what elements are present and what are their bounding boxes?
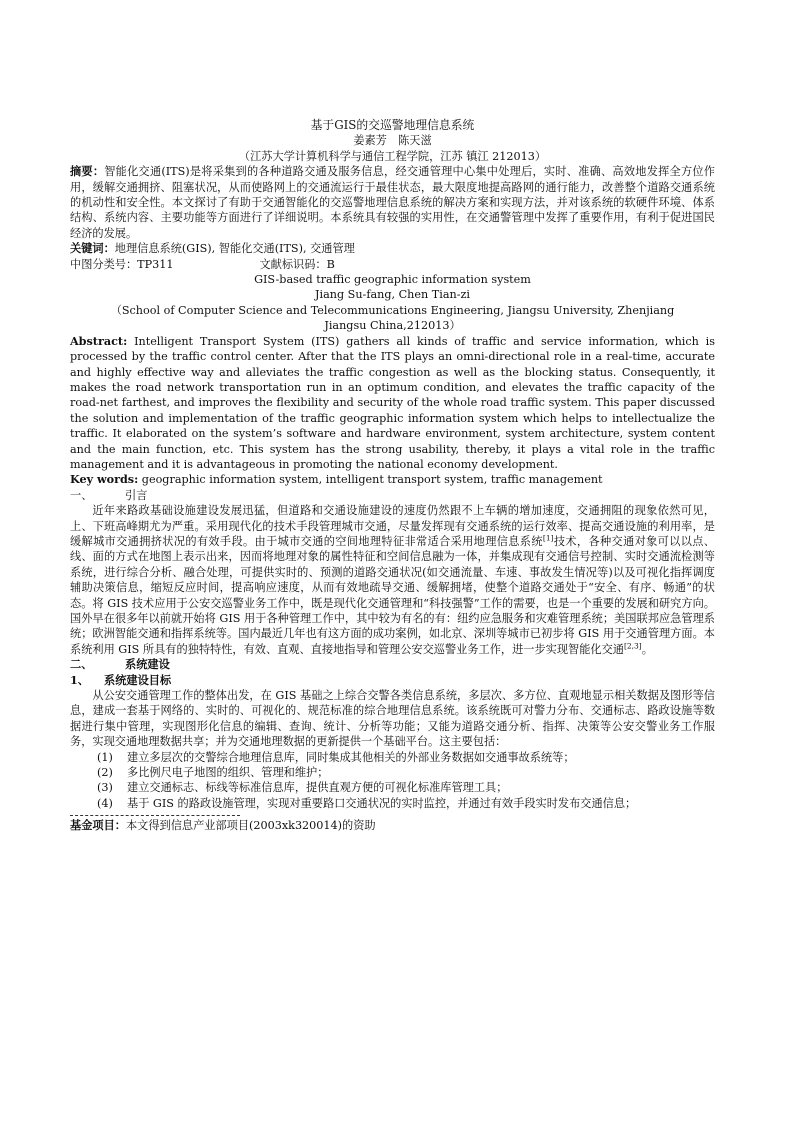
list-item (97, 780, 715, 795)
footnote-divider (70, 815, 240, 816)
section-heading-intro (70, 488, 715, 503)
keywords-en-text: geographic information system, intelligent transport system, traffic management (138, 473, 603, 487)
footnote-text: 本文得到信息产业部项目(2003xk320014)的资助 (125, 819, 376, 833)
footnote (70, 818, 715, 833)
intro-text-a: 近年来路政基础设施建设发展迅猛，但道路和交通设施建设的速度仍然跟不上车辆的增加速度，交通拥阻的现象依然可见，上、下班高峰期尤为严重。采用现代化的技术手段管理城市交通，尽量发挥现有交通系统的运行效率、提高交通设施的利用率，是缓解城市交通拥挤状况的有效手段。由于城市交通的空间地理特征非常适合采用地理信息系统 (70, 504, 715, 548)
list-item (97, 765, 715, 780)
section-heading-construction (70, 657, 715, 672)
section-number: 二、 (70, 657, 93, 672)
footnote-label: 基金项目： (70, 818, 126, 833)
keywords-en-label: Key words: (70, 472, 139, 487)
list-item-text: 建立交通标志、标线等标准信息库，提供直观方便的可视化标准库管理工具； (127, 781, 508, 795)
section-number: 一、 (70, 488, 93, 502)
subsection-number: 1、 (70, 672, 89, 687)
list-item (97, 796, 715, 811)
classification-row (70, 257, 715, 272)
abstract-cn-text: 智能化交通(ITS)是将采集到的各种道路交通及服务信息，经交通管理中心集中处理后，实时、准确、高效地发挥全方位作用，缓解交通拥挤、阻塞状况，从而使路网上的交通流运行于最佳状态，最大限度地提高路网的通行能力，改善整个道路交通系统的机动性和安全性。本文探讨了有助于交通智能化的交巡警地理信息系统的解决方案和实现方法，并对该系统的软硬件环境、体系结构、系统内容、主要功能等方面进行了详细说明。本系统具有较强的实用性，在交通警管理中发挥了重要作用，有利于促进国民经济的发展。 (70, 165, 715, 240)
list-item (97, 750, 715, 765)
list-item-number: (3) (97, 781, 113, 795)
subsection-heading-goals (70, 673, 715, 688)
abstract-en-text: Intelligent Transport System (ITS) gathers all kinds of traffic and service information, which is processed by the traffic control center. After that the ITS plays an omni-directional role in a real-time, accurate and highly effective way and alleviates the traffic congestion as well as the blocking status. Consequently, it makes the road network transportation run in an optimum condition, and elevates the traffic capacity of the road-net farthest, and improves the flexibility and security of the whole road traffic system. This paper discussed the solution and implementation of the traffic geographic information system which helps to intellectualize the traffic. It elaborated on the system’s software and hardware environment, system architecture, system content and the main function, etc. This system has the strong usability, thereby, it plays a vital role in the traffic management and it is advantageous in promoting the national economy development. (70, 334, 715, 471)
clc-number: 中图分类号：TP311 (70, 257, 174, 271)
list-item-text: 基于 GIS 的路政设施管理，实现对重要路口交通状况的实时监控，并通过有效手段实时发布交通信息； (127, 796, 637, 810)
authors-en: Jiang Su-fang, Chen Tian-zi (315, 288, 470, 302)
abstract-cn (70, 164, 715, 241)
list-item-number: (1) (97, 750, 113, 764)
paper-page (70, 118, 715, 834)
section-title: 系统建设 (125, 657, 170, 672)
list-item-number: (4) (97, 796, 113, 810)
intro-text-c: 。 (641, 642, 653, 656)
intro-paragraph (70, 503, 715, 657)
list-item-number: (2) (97, 766, 113, 780)
goals-list (70, 750, 715, 812)
paper-title-en: GIS-based traffic geographic information system (254, 273, 531, 287)
citation-ref: [1] (542, 533, 554, 543)
abstract-en (70, 334, 715, 473)
keywords-cn-label: 关键词： (70, 241, 115, 256)
subsection-title: 系统建设目标 (104, 672, 172, 687)
keywords-cn-text: 地理信息系统(GIS), 智能化交通(ITS), 交通管理 (114, 242, 355, 256)
list-item-text: 多比例尺电子地图的组织、管理和维护； (127, 766, 329, 780)
document-code: 文献标识码：B (259, 257, 335, 271)
paper-title-cn: 基于GIS的交巡警地理信息系统 (310, 118, 475, 132)
keywords-en (70, 472, 715, 487)
abstract-en-label: Abstract: (70, 333, 128, 348)
citation-ref: [2,3] (623, 641, 642, 651)
list-item-text: 建立多层次的交警综合地理信息库，同时集成其他相关的外部业务数据如交通事故系统等； (127, 750, 575, 764)
intro-text-b: 技术，各种交通对象可以以点、线、面的方式在地图上表示出来，因而将地理对象的属性特征和空间信息融为一体，并集成现有交通信号控制、实时交通流检测等系统，进行综合分析、融合处理，可提供实时的、预测的道路交通状况(如交通流量、车速、事故发生情况等)以及可视化指挥调度辅助决策信息，缩短反应时间，提高响应速度，从而有效地疏导交通、缓解拥堵，使整个道路交通处于“安全、有序、畅通”的状态。将 GIS 技术应用于公安交巡警业务工作中，既是现代化交通管理和“科技强警”工作的需要，也是一个重要的发展和研究方向。国外早在很多年以前就开始将 GIS 用于各种管理工作中，其中较为有名的有：纽约应急服务和灾难管理系统；美国联邦应急管理系统；欧洲智能交通和指挥系统等。国内最近几年也有这方面的成功案例，如北京、深圳等城市已初步将 GIS 用于交通管理方面。本系统利用 GIS 所具有的独特特性，有效、直观、直接地指导和管理公安交巡警业务工作，进一步实现智能化交通 (70, 534, 715, 656)
abstract-cn-label: 摘要： (70, 164, 105, 179)
goals-paragraph: 从公安交通管理工作的整体出发，在 GIS 基础之上综合交警各类信息系统，多层次、多方位、直观地显示相关数据及图形等信息，建成一套基于网络的、实时的、可视化的、规范标准的综合地理信息系统。该系统既可对警力分布、交通标志、路政设施等数据进行集中管理，实现图形化信息的编辑、查询、统计、分析等功能；又能为道路交通分析、指挥、决策等公安交警业务工作服务，实现交通地理数据共享；并为交通地理数据的更新提供一个基础平台。这主要包括： (70, 689, 715, 749)
affiliation-cn: （江苏大学计算机科学与通信工程学院，江苏 镇江 212013） (238, 149, 547, 163)
affiliation-en: （School of Computer Science and Telecommunications Engineering, Jiangsu University, Zhenjiang Jiangsu China,212013） (110, 303, 675, 333)
authors-cn: 姜素芳 陈天滋 (353, 134, 432, 148)
section-title: 引言 (125, 488, 148, 502)
keywords-cn (70, 241, 715, 256)
